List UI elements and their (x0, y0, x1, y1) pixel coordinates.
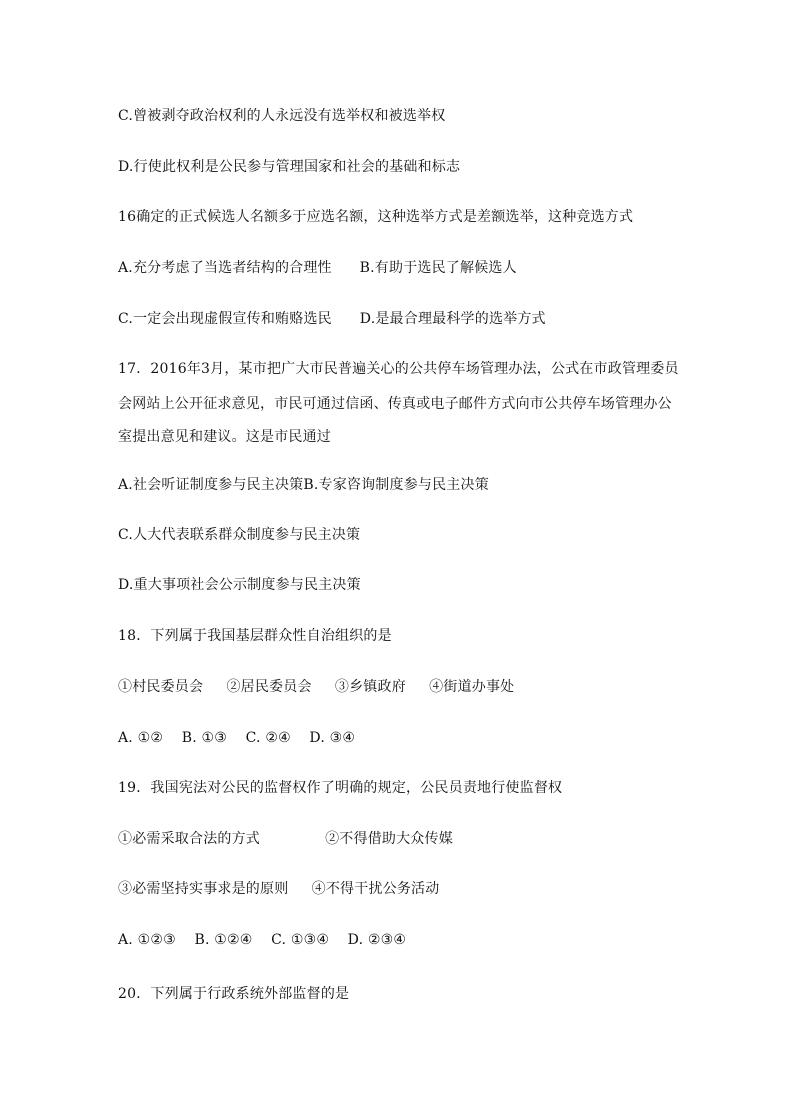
question-17-stem-line-2: 会网站上公开征求意见，市民可通过信函、传真或电子邮件方式向市公共停车场管理办公 (118, 396, 672, 412)
question-19-options: A. ①②③ B. ①②④ C. ①③④ D. ②③④ (118, 932, 407, 948)
option-c-line: C.曾被剥夺政治权利的人永远没有选举权和被选举权 (118, 108, 446, 124)
question-18-options: A. ①② B. ①③ C. ②④ D. ③④ (118, 730, 356, 746)
question-17-stem-line-3: 室提出意见和建议。这是市民通过 (118, 429, 331, 445)
question-18-statements: ①村民委员会 ②居民委员会 ③乡镇政府 ④街道办事处 (118, 679, 515, 695)
question-16-stem: 16确定的正式候选人名额多于应选名额，这种选举方式是差额选举，这种竞选方式 (118, 209, 634, 225)
question-17-option-c: C.人大代表联系群众制度参与民主决策 (118, 527, 361, 543)
question-16-options-ab: A.充分考虑了当选者结构的合理性 B.有助于选民了解候选人 (118, 260, 517, 276)
question-17-option-d: D.重大事项社会公示制度参与民主决策 (118, 577, 361, 593)
question-16-options-cd: C.一定会出现虚假宣传和贿赂选民 D.是最合理最科学的选举方式 (118, 311, 546, 327)
question-18-stem: 18．下列属于我国基层群众性自治组织的是 (118, 628, 392, 644)
question-19-stem: 19．我国宪法对公民的监督权作了明确的规定，公民员责地行使监督权 (118, 780, 563, 796)
option-d-line: D.行使此权利是公民参与管理国家和社会的基础和标志 (118, 159, 461, 175)
question-17-stem-line-1: 17．2016年3月，某市把广大市民普遍关心的公共停车场管理办法，公式在市政管理委员 (118, 361, 679, 377)
question-17-options-ab: A.社会听证制度参与民主决策B.专家咨询制度参与民主决策 (118, 477, 489, 493)
question-19-statements-3-4: ③必需坚持实事求是的原则 ④不得干扰公务活动 (118, 881, 440, 897)
question-20-stem: 20．下列属于行政系统外部监督的是 (118, 986, 350, 1002)
question-19-statements-1-2: ①必需采取合法的方式 ②不得借助大众传媒 (118, 831, 453, 847)
